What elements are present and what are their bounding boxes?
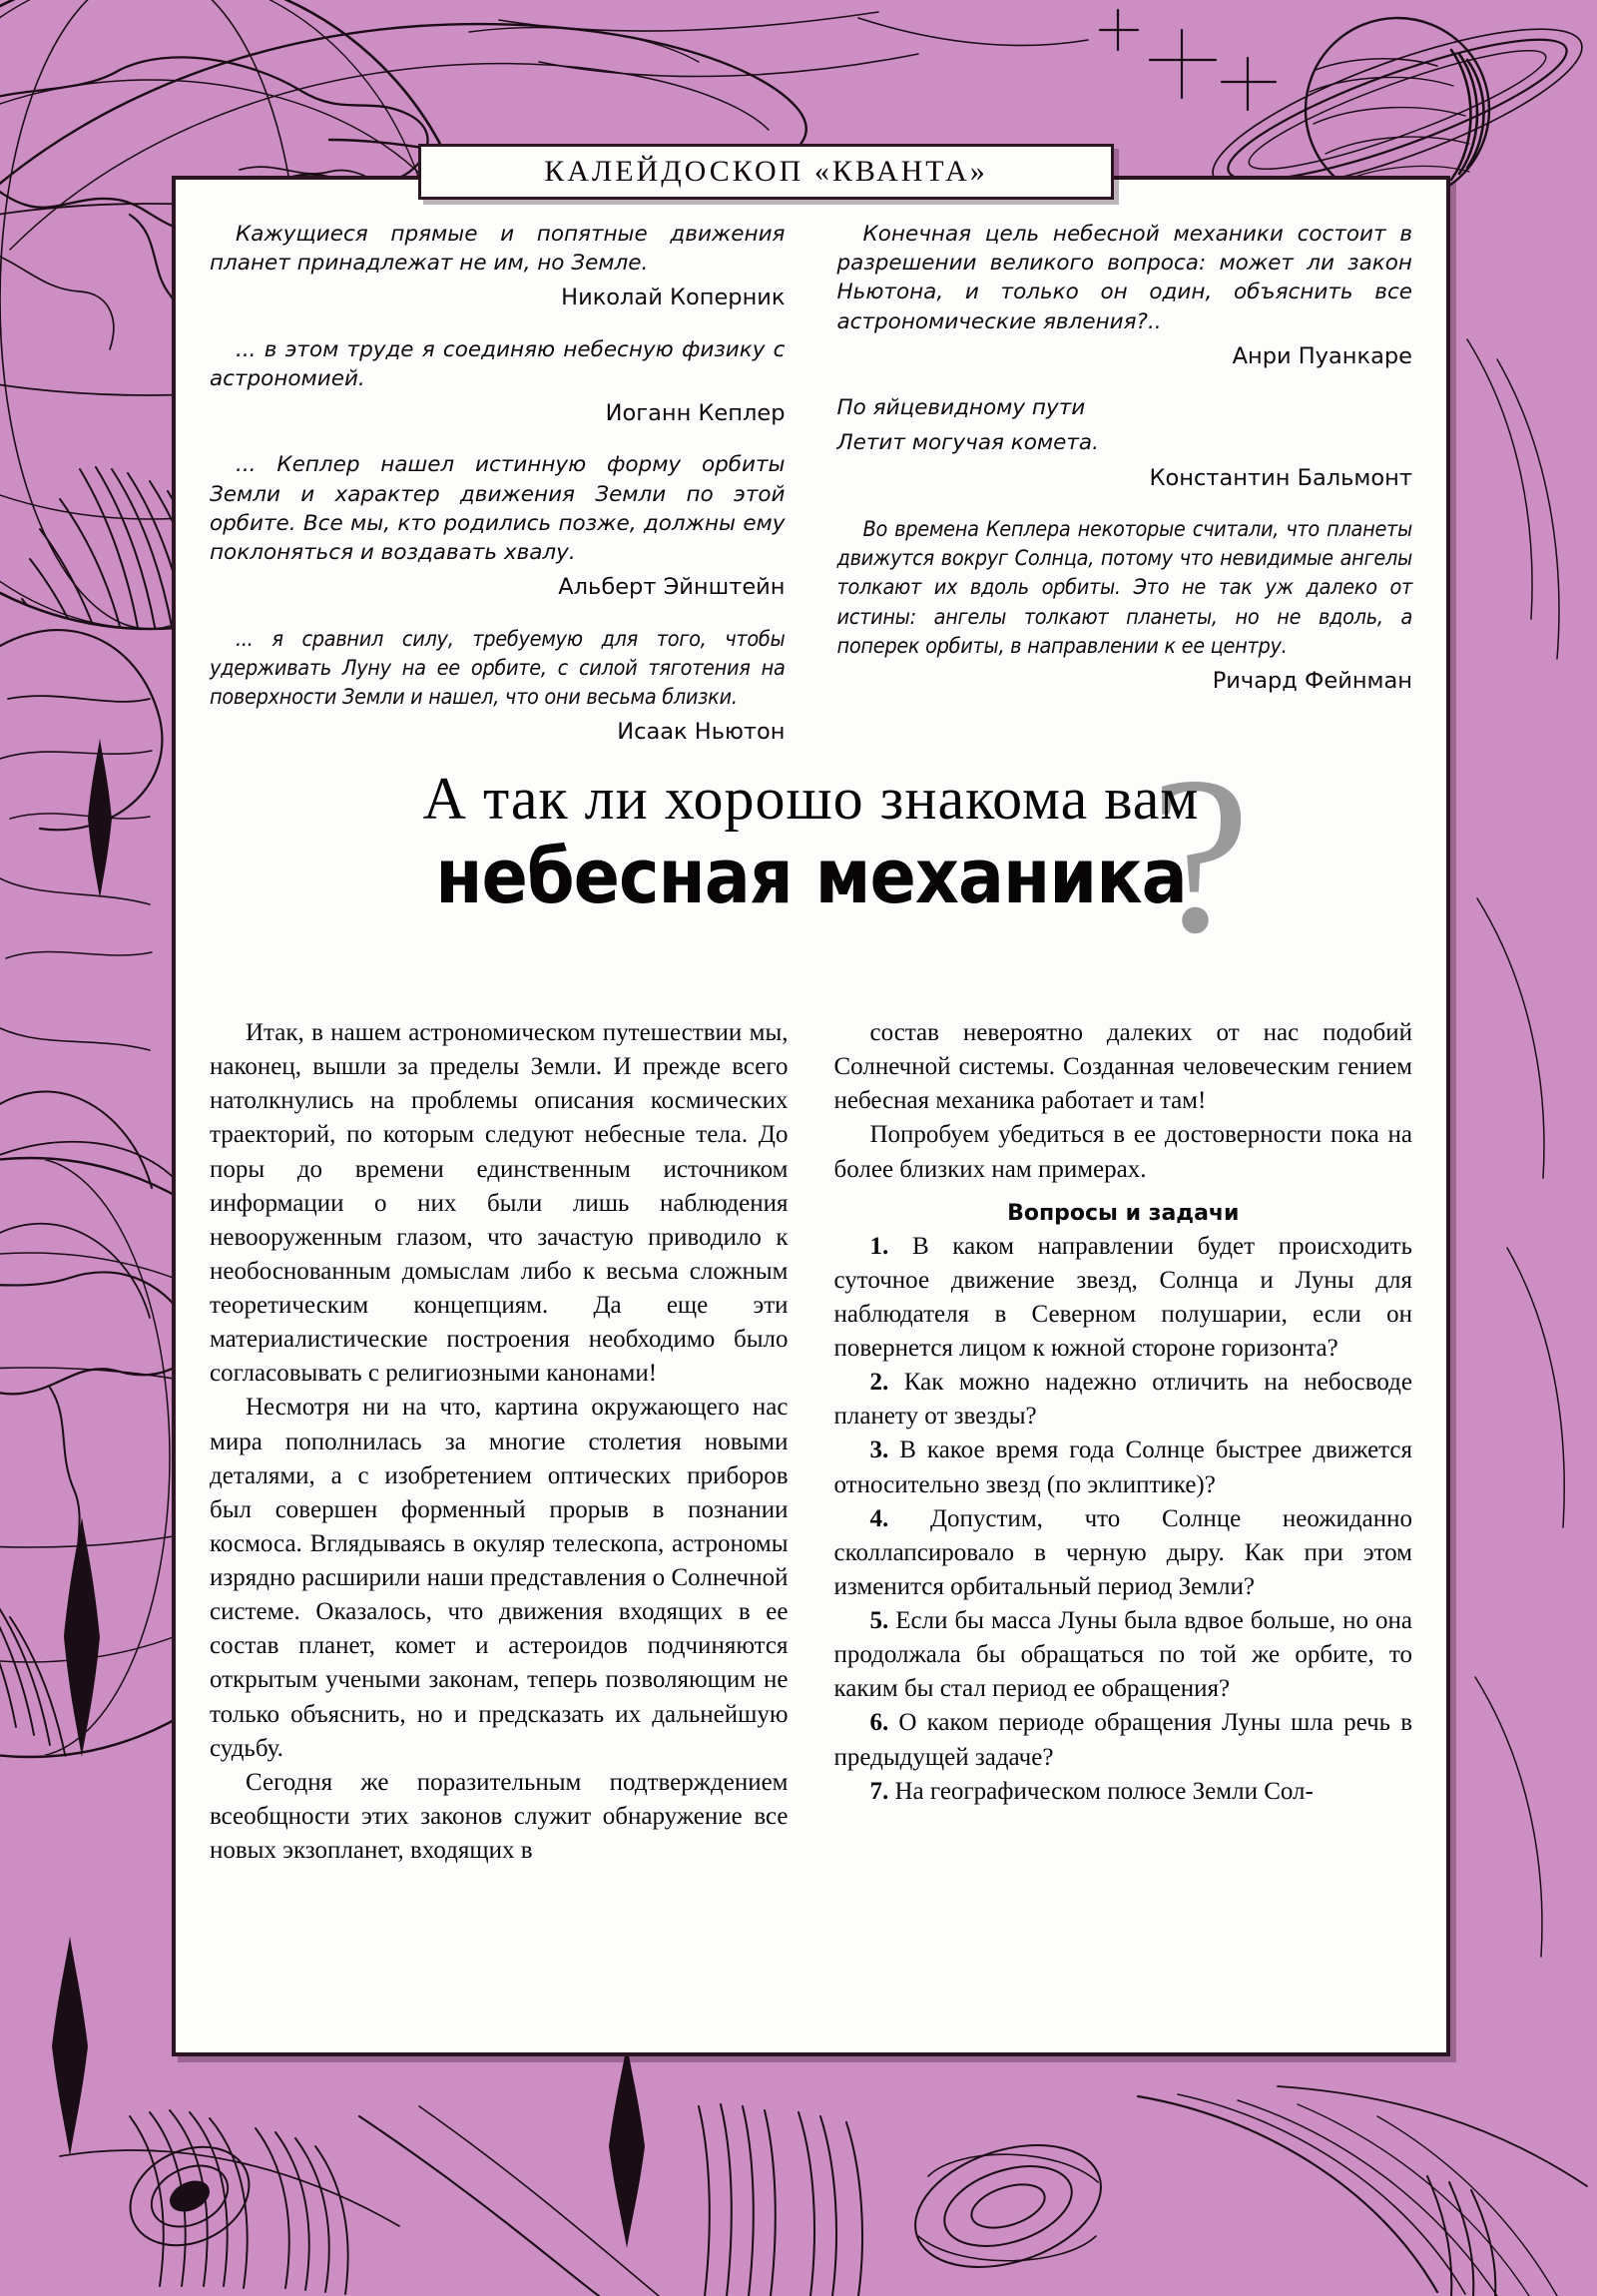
question-number: 3. <box>869 1436 889 1464</box>
question-number: 7. <box>869 1777 889 1805</box>
epigraph-author: Анри Пуанкаре <box>1232 342 1412 369</box>
epigraph-author: Николай Коперник <box>561 285 786 311</box>
question-number: 2. <box>869 1369 889 1397</box>
epigraph-quote: ... я сравнил силу, требуемую для того, чтобы удерживать Луну на ее орбите, с силой тяготения на поверхности Земли и нашел, что они весьма близки. <box>210 626 786 711</box>
epigraph-author: Альберт Эйнштейн <box>558 574 786 601</box>
question-item <box>834 1230 1413 1367</box>
epigraph-verse-line-1: По яйцевидному пути <box>836 395 1086 421</box>
epigraph-verse-line-2: Летит могучая комета. <box>836 430 1099 456</box>
headline-line-2: небесная механика <box>435 832 1187 920</box>
epigraph-author: Константин Бальмонт <box>1149 464 1412 491</box>
epigraph-author: Исаак Ньютон <box>617 719 786 746</box>
question-mark-glyph: ? <box>1150 730 1251 979</box>
question-number: 6. <box>869 1709 889 1737</box>
epigraph-quote: ... в этом труде я соединяю небесную физику с астрономией. <box>210 336 786 391</box>
epigraph-author: Ричард Фейнман <box>1212 668 1412 695</box>
body-column-right <box>834 1016 1413 1868</box>
question-text: В каком направлении будет происходить суточное движение звезд, Солнца и Луны для наблюдателя в Северном полушарии, если он повернется лицом к южной стороне горизонта? <box>833 1232 1412 1362</box>
question-text: На географическом полюсе Земли Сол- <box>888 1777 1314 1805</box>
section-title: КАЛЕЙДОСКОП «КВАНТА» <box>544 155 988 188</box>
question-item <box>834 1706 1413 1774</box>
question-text: Допустим, что Солнце неожиданно сколлапсировало в черную дыру. Как при этом изменится орбитальный период Земли? <box>833 1504 1412 1600</box>
article-panel <box>172 176 1450 2056</box>
question-text: В какое время года Солнце быстрее движется относительно звезд (по эклиптике)? <box>833 1436 1412 1498</box>
body-paragraph: Попробуем убедиться в ее достоверности пока на более близких нам примерах. <box>833 1121 1412 1183</box>
body-paragraph: Итак, в нашем астрономическом путешествии мы, наконец, вышли за пределы Земли. И прежде всего натолкнулись на проблемы описания космических траекторий, по которым следуют небесные тела. До поры до времени единственным источником информации о них были лишь наблюдения невооруженным глазом, что зачастую приводило к необоснованным домыслам либо к весьма сложным теоретическим концепциям. Да еще эти материалистические построения необходимо было согласовывать с религиозными канонами! <box>210 1019 789 1388</box>
question-text: Как можно надежно отличить на небосводе планету от звезды? <box>833 1369 1412 1431</box>
question-text: Если бы масса Луны была вдвое больше, но она продолжала бы обращаться по той же орбите, то каким бы стал период ее обращения? <box>833 1607 1412 1703</box>
questions-heading: Вопросы и задачи <box>1007 1200 1240 1226</box>
question-item <box>834 1775 1413 1809</box>
body-paragraph: Несмотря ни на что, картина окружающего нас мира пополнилась за многие столетия новыми деталями, а с изобретением оптических приборов был совершен форменный прорыв в познании космоса. Вглядываясь в окуляр телескопа, астрономы изрядно расширили наши представления о Солнечной системе. Оказалось, что движения входящих в ее состав планет, комет и астероидов подчиняются открытым учеными законам, теперь позволяющим не только объяснить, но и предсказать их дальнейшую судьбу. <box>210 1394 789 1762</box>
question-number: 4. <box>869 1504 889 1532</box>
headline-line-1: А так ли хорошо знакома вам <box>422 766 1200 832</box>
question-item <box>834 1434 1413 1501</box>
question-number: 5. <box>869 1607 889 1634</box>
epigraph-column-left <box>210 220 786 770</box>
epigraph-quote: Кажущиеся прямые и попятные движения планет принадлежат не им, но Земле. <box>210 222 786 277</box>
question-item <box>834 1366 1413 1434</box>
body-paragraph: состав невероятно далеких от нас подобий Солнечной системы. Созданная человеческим гением небесная механика работает и там! <box>833 1019 1412 1115</box>
question-text: О каком периоде обращения Луны шла речь в предыдущей задаче? <box>833 1709 1412 1771</box>
epigraph-quote: ... Кеплер нашел истинную форму орбиты Земли и характер движения Земли по этой орбите. Все мы, кто родились позже, должны ему поклоняться и воздавать хвалу. <box>210 452 786 566</box>
question-item <box>834 1604 1413 1706</box>
epigraphs-section <box>176 220 1446 770</box>
epigraph-quote: Во времена Кеплера некоторые считали, что планеты движутся вокруг Солнца, потому что невидимые ангелы толкают их вдоль орбиты. Это не так уж далеко от истины: ангелы толкают планеты, но не вдоль, а поперек орбиты, в направлении к ее центру. <box>836 516 1412 659</box>
question-item <box>834 1502 1413 1604</box>
body-paragraph: Сегодня же поразительным подтверждением всеобщности этих законов служит обнаружение все новых экзопланет, входящих в <box>210 1768 789 1864</box>
question-number: 1. <box>869 1232 889 1260</box>
body-column-left <box>210 1016 789 1868</box>
article-body <box>176 1016 1446 1868</box>
epigraph-quote: Конечная цель небесной механики состоит в разрешении великого вопроса: может ли закон Ньютона, и только он один, объяснить все астрономические явления?.. <box>836 222 1412 334</box>
epigraph-author: Иоганн Кеплер <box>605 400 786 427</box>
section-title-plaque <box>418 144 1114 200</box>
epigraph-column-right <box>837 220 1413 770</box>
